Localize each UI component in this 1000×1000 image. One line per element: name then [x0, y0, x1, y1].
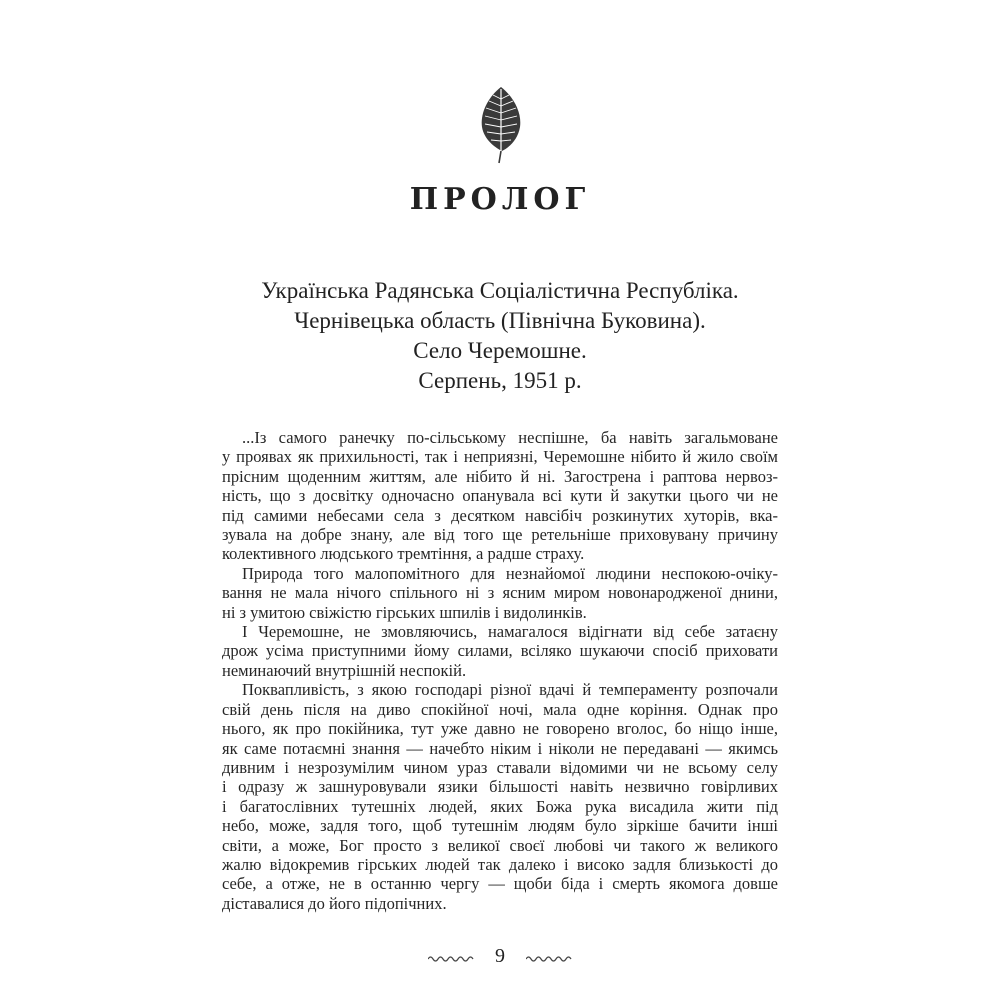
- setting-block: [200, 276, 800, 396]
- text-line: зувала на добре знану, але від того ще ретельніше приховувану причину: [222, 525, 778, 545]
- wave-ornament-icon: [428, 954, 474, 964]
- paragraph: [222, 428, 778, 564]
- setting-line: Чернівецька область (Північна Буковина).: [294, 308, 706, 333]
- text-line: ність, що з досвітку одночасно опанувала всі кути й закутки цього чи не: [222, 486, 778, 506]
- setting-line: Серпень, 1951 р.: [418, 368, 582, 393]
- leaf-icon: [478, 85, 524, 165]
- text-line: нього, як про покійника, тут уже давно не говорено вголос, бо ніщо інше,: [222, 719, 778, 739]
- setting-line: Українська Радянська Соціалістична Республіка.: [261, 278, 739, 303]
- text-line: Природа того малопомітного для незнайомої людини неспокою-очіку-: [242, 563, 778, 583]
- paragraph: [222, 680, 778, 913]
- text-line: під самими небесами села з десятком навсібіч розкинутих хуторів, вка-: [222, 505, 778, 525]
- text-line: ні з умитою свіжістю гірських шпилів і видолинків.: [222, 602, 587, 622]
- paragraph: [222, 564, 778, 622]
- text-line: вання не мала нічого спільного ні з ясним миром новонародженої днини,: [222, 583, 778, 603]
- text-line: як саме потаємні знання — начебто ніким і ніколи не передавані — якимсь: [222, 738, 778, 758]
- text-line: жалю відокремив гірських людей так далеко і високо задля близькості до: [222, 854, 778, 874]
- page-footer: [0, 945, 1000, 973]
- paragraph: [222, 622, 778, 680]
- setting-line: Село Черемошне.: [413, 338, 587, 363]
- text-line: дивним і незрозумілим чином ураз ставали відомими чи не всьому селу: [222, 757, 778, 777]
- text-line: і одразу ж зашнуровували язики більшості навіть незвично говірливих: [222, 777, 778, 797]
- text-line: прісним щоденним життям, але нібито й ні. Загострена і раптова нервоз-: [222, 466, 778, 486]
- text-line: діставалися до його підопічних.: [222, 893, 447, 913]
- text-line: і багатослівних тутешніх людей, яких Божа рука висадила жити під: [222, 796, 778, 816]
- text-line: у проявах як прихильності, так і неприязні, Черемошне нібито й жило своїм: [222, 447, 778, 467]
- page-number: 9: [495, 945, 505, 967]
- text-line: дрож усіма приступними йому силами, всіляко шукаючи спосіб приховати: [222, 641, 778, 661]
- text-line: Поквапливість, з якою господарі різної вдачі й темпераменту розпочали: [242, 680, 778, 700]
- text-line: світи, а може, Бог просто з великої своєї любові чи такого ж великого: [222, 835, 778, 855]
- text-line: свій день після на диво спокійної ночі, мала одне коріння. Однак про: [222, 699, 778, 719]
- wave-ornament-icon: [526, 954, 572, 964]
- text-line: колективного людського тремтіння, а радше страху.: [222, 544, 585, 564]
- text-line: ...Із самого ранечку по-сільському неспішне, ба навіть загальмоване: [242, 428, 778, 447]
- text-line: І Черемошне, не змовляючись, намагалося відігнати від себе затаєну: [242, 622, 778, 642]
- text-line: неминаючий внутрішній неспокій.: [222, 660, 467, 680]
- chapter-title: ПРОЛОГ: [409, 182, 591, 217]
- prologue-text: [222, 428, 778, 913]
- text-line: себе, а отже, не в останню чергу — щоби біда і смерть якомога довше: [222, 874, 778, 894]
- text-line: небо, може, задля того, щоб тутешнім людям було зіркіше бачити інші: [222, 816, 778, 836]
